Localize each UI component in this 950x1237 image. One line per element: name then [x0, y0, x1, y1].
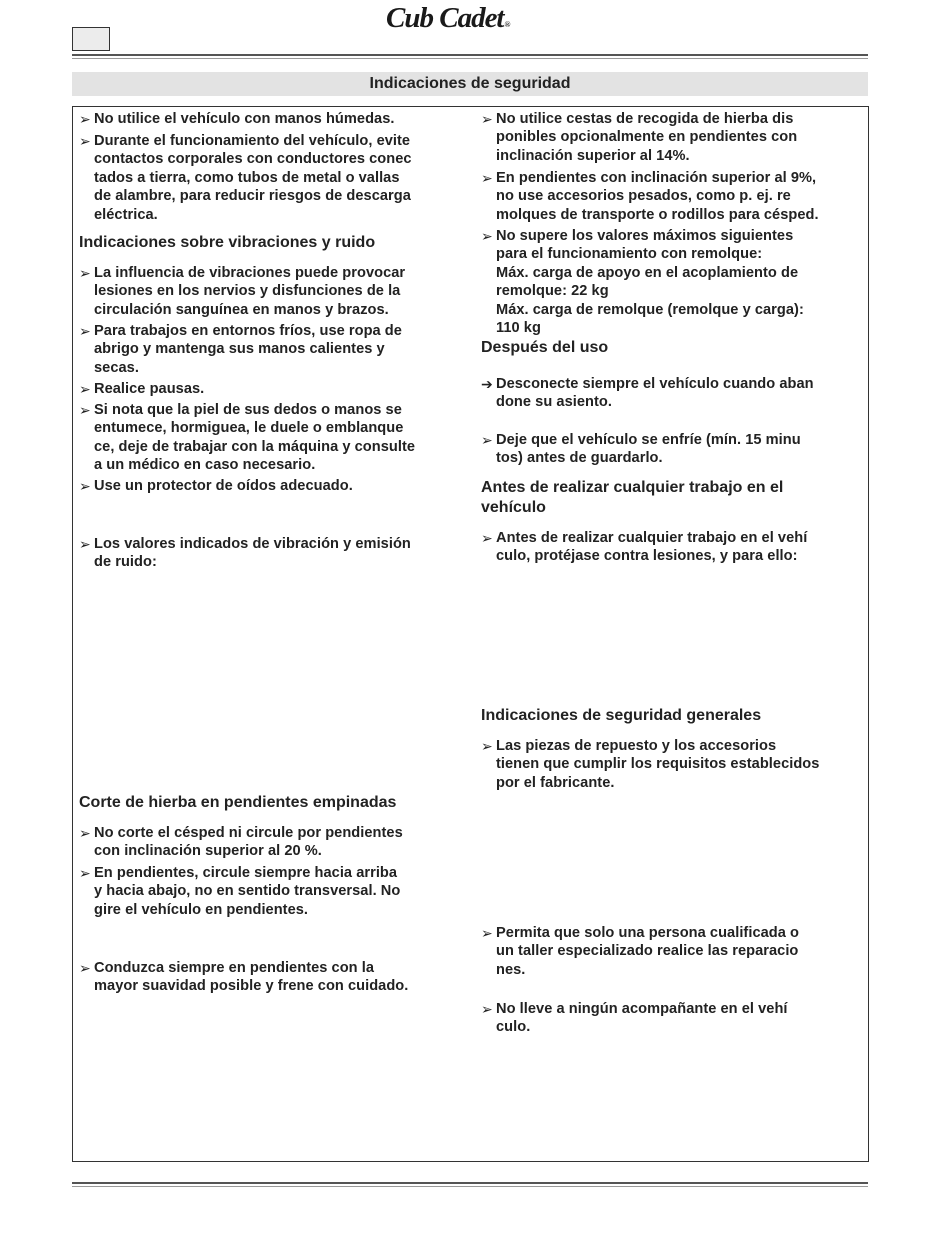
arrow-bullet-icon: ➢ [481, 228, 493, 244]
page-number-box [72, 27, 110, 51]
list-item-text: Para trabajos en entornos fríos, use ropa de abrigo y mantenga sus manos calientes y secas. [94, 323, 402, 376]
list-item-text: No lleve a ningún acompañante en el vehí culo. [496, 1001, 788, 1036]
list-item-text: En pendientes con inclinación superior al 9%, no use accesorios pesados, como p. ej. re molques de transporte o rodillos para césped. [496, 170, 819, 223]
list-item-text: No supere los valores máximos siguientes para el funcionamiento con remolque: Máx. carga de apoyo en el acoplamiento de remolque: 22 kg Máx. carga de remolque (remolque y carga): 110 kg [496, 228, 804, 337]
arrow-bullet-icon: ➢ [481, 1001, 493, 1017]
list-item-text: No utilice el vehículo con manos húmedas. [94, 111, 395, 127]
logo-text: Cub Cadet [386, 2, 504, 34]
list-item-text: Use un protector de oídos adecuado. [94, 478, 353, 494]
list-item [79, 535, 464, 572]
list-item [481, 737, 865, 792]
arrow-bullet-icon: ➢ [79, 323, 91, 339]
arrow-bullet-icon: ➢ [79, 825, 91, 841]
list-item-text: Desconecte siempre el vehículo cuando aban done su asiento. [496, 376, 814, 411]
arrow-bullet-icon: ➢ [481, 170, 493, 186]
list-item-text: En pendientes, circule siempre hacia arriba y hacia abajo, no en sentido transversal. No gire el vehículo en pendientes. [94, 865, 401, 918]
list-item [481, 227, 865, 337]
list-item-text: Realice pausas. [94, 381, 205, 397]
registered-mark: ® [504, 20, 510, 29]
list-item [79, 132, 464, 224]
list-item-text: La influencia de vibraciones puede provocar lesiones en los nervios y disfunciones de la circulación sanguínea en manos y brazos. [94, 265, 406, 318]
arrow-bullet-icon: ➢ [79, 133, 91, 149]
header-rule [72, 54, 868, 56]
list-item-text: Durante el funcionamiento del vehículo, evite contactos corporales con conductores conec tados a tierra, como tubos de metal o vallas de alambre, para reducir riesgos de descarga eléctrica. [94, 133, 412, 223]
content-frame [72, 106, 869, 1162]
arrow-bullet-icon: ➢ [79, 865, 91, 881]
arrow-bullet-icon: ➢ [481, 432, 493, 448]
arrow-bullet-icon: ➢ [79, 111, 91, 127]
list-item [481, 924, 865, 979]
arrow-bullet-icon: ➢ [481, 530, 493, 546]
list-item [79, 864, 464, 919]
list-item [481, 529, 865, 566]
list-item [79, 322, 464, 377]
header-rule-thin [72, 58, 868, 59]
list-item [79, 264, 464, 319]
list-item-text: Conduzca siempre en pendientes con la mayor suavidad posible y frene con cuidado. [94, 960, 409, 995]
list-item [481, 431, 865, 468]
list-item [481, 169, 865, 224]
list-item [481, 110, 865, 165]
arrow-bullet-icon: ➢ [79, 536, 91, 552]
list-item-text: Las piezas de repuesto y los accesorios tienen que cumplir los requisitos establecidos por el fabricante. [496, 738, 820, 791]
arrow-bullet-icon: ➢ [79, 402, 91, 418]
arrow-bullet-icon: ➢ [79, 960, 91, 976]
arrow-bullet-icon: ➢ [79, 381, 91, 397]
section-title: Indicaciones de seguridad [72, 72, 868, 96]
arrow-bullet-icon: ➢ [481, 925, 493, 941]
list-item [79, 380, 464, 398]
heading-after-use: Después del uso [481, 339, 609, 356]
heading-slopes: Corte de hierba en pendientes empinadas [79, 794, 397, 811]
footer-rule-thin [72, 1186, 868, 1187]
list-item [481, 1000, 865, 1037]
list-item [481, 375, 865, 412]
list-item [79, 401, 464, 475]
arrow-bullet-icon: ➢ [481, 111, 493, 127]
heading-before-work: Antes de realizar cualquier trabajo en el vehículo [481, 479, 784, 516]
list-item-text: Antes de realizar cualquier trabajo en el vehí culo, protéjase contra lesiones, y para ello: [496, 530, 808, 565]
list-item [79, 477, 464, 495]
list-item-text: Permita que solo una persona cualificada o un taller especializado realice las reparacio nes. [496, 925, 799, 978]
heading-vibration: Indicaciones sobre vibraciones y ruido [79, 234, 376, 251]
arrow-bullet-icon: ➢ [79, 478, 91, 494]
cub-cadet-logo [386, 2, 509, 35]
list-item-text: Los valores indicados de vibración y emisión de ruido: [94, 536, 411, 571]
list-item [79, 824, 464, 861]
arrow-bullet-icon: ➢ [79, 265, 91, 281]
list-item-text: Deje que el vehículo se enfríe (mín. 15 minu tos) antes de guardarlo. [496, 432, 801, 467]
arrow-bullet-icon: ➢ [481, 738, 493, 754]
list-item-text: No corte el césped ni circule por pendientes con inclinación superior al 20 %. [94, 825, 403, 860]
list-item [79, 110, 464, 128]
footer-rule [72, 1182, 868, 1184]
list-item-text: No utilice cestas de recogida de hierba dis ponibles opcionalmente en pendientes con inclinación superior al 14%. [496, 111, 798, 164]
list-item [79, 959, 464, 996]
heading-general-safety: Indicaciones de seguridad generales [481, 707, 762, 724]
list-item-text: Si nota que la piel de sus dedos o manos se entumece, hormiguea, le duele o emblanque ce, deje de trabajar con la máquina y consulte a un médico en caso necesario. [94, 402, 416, 474]
arrow-right-icon: ➔ [481, 376, 493, 392]
